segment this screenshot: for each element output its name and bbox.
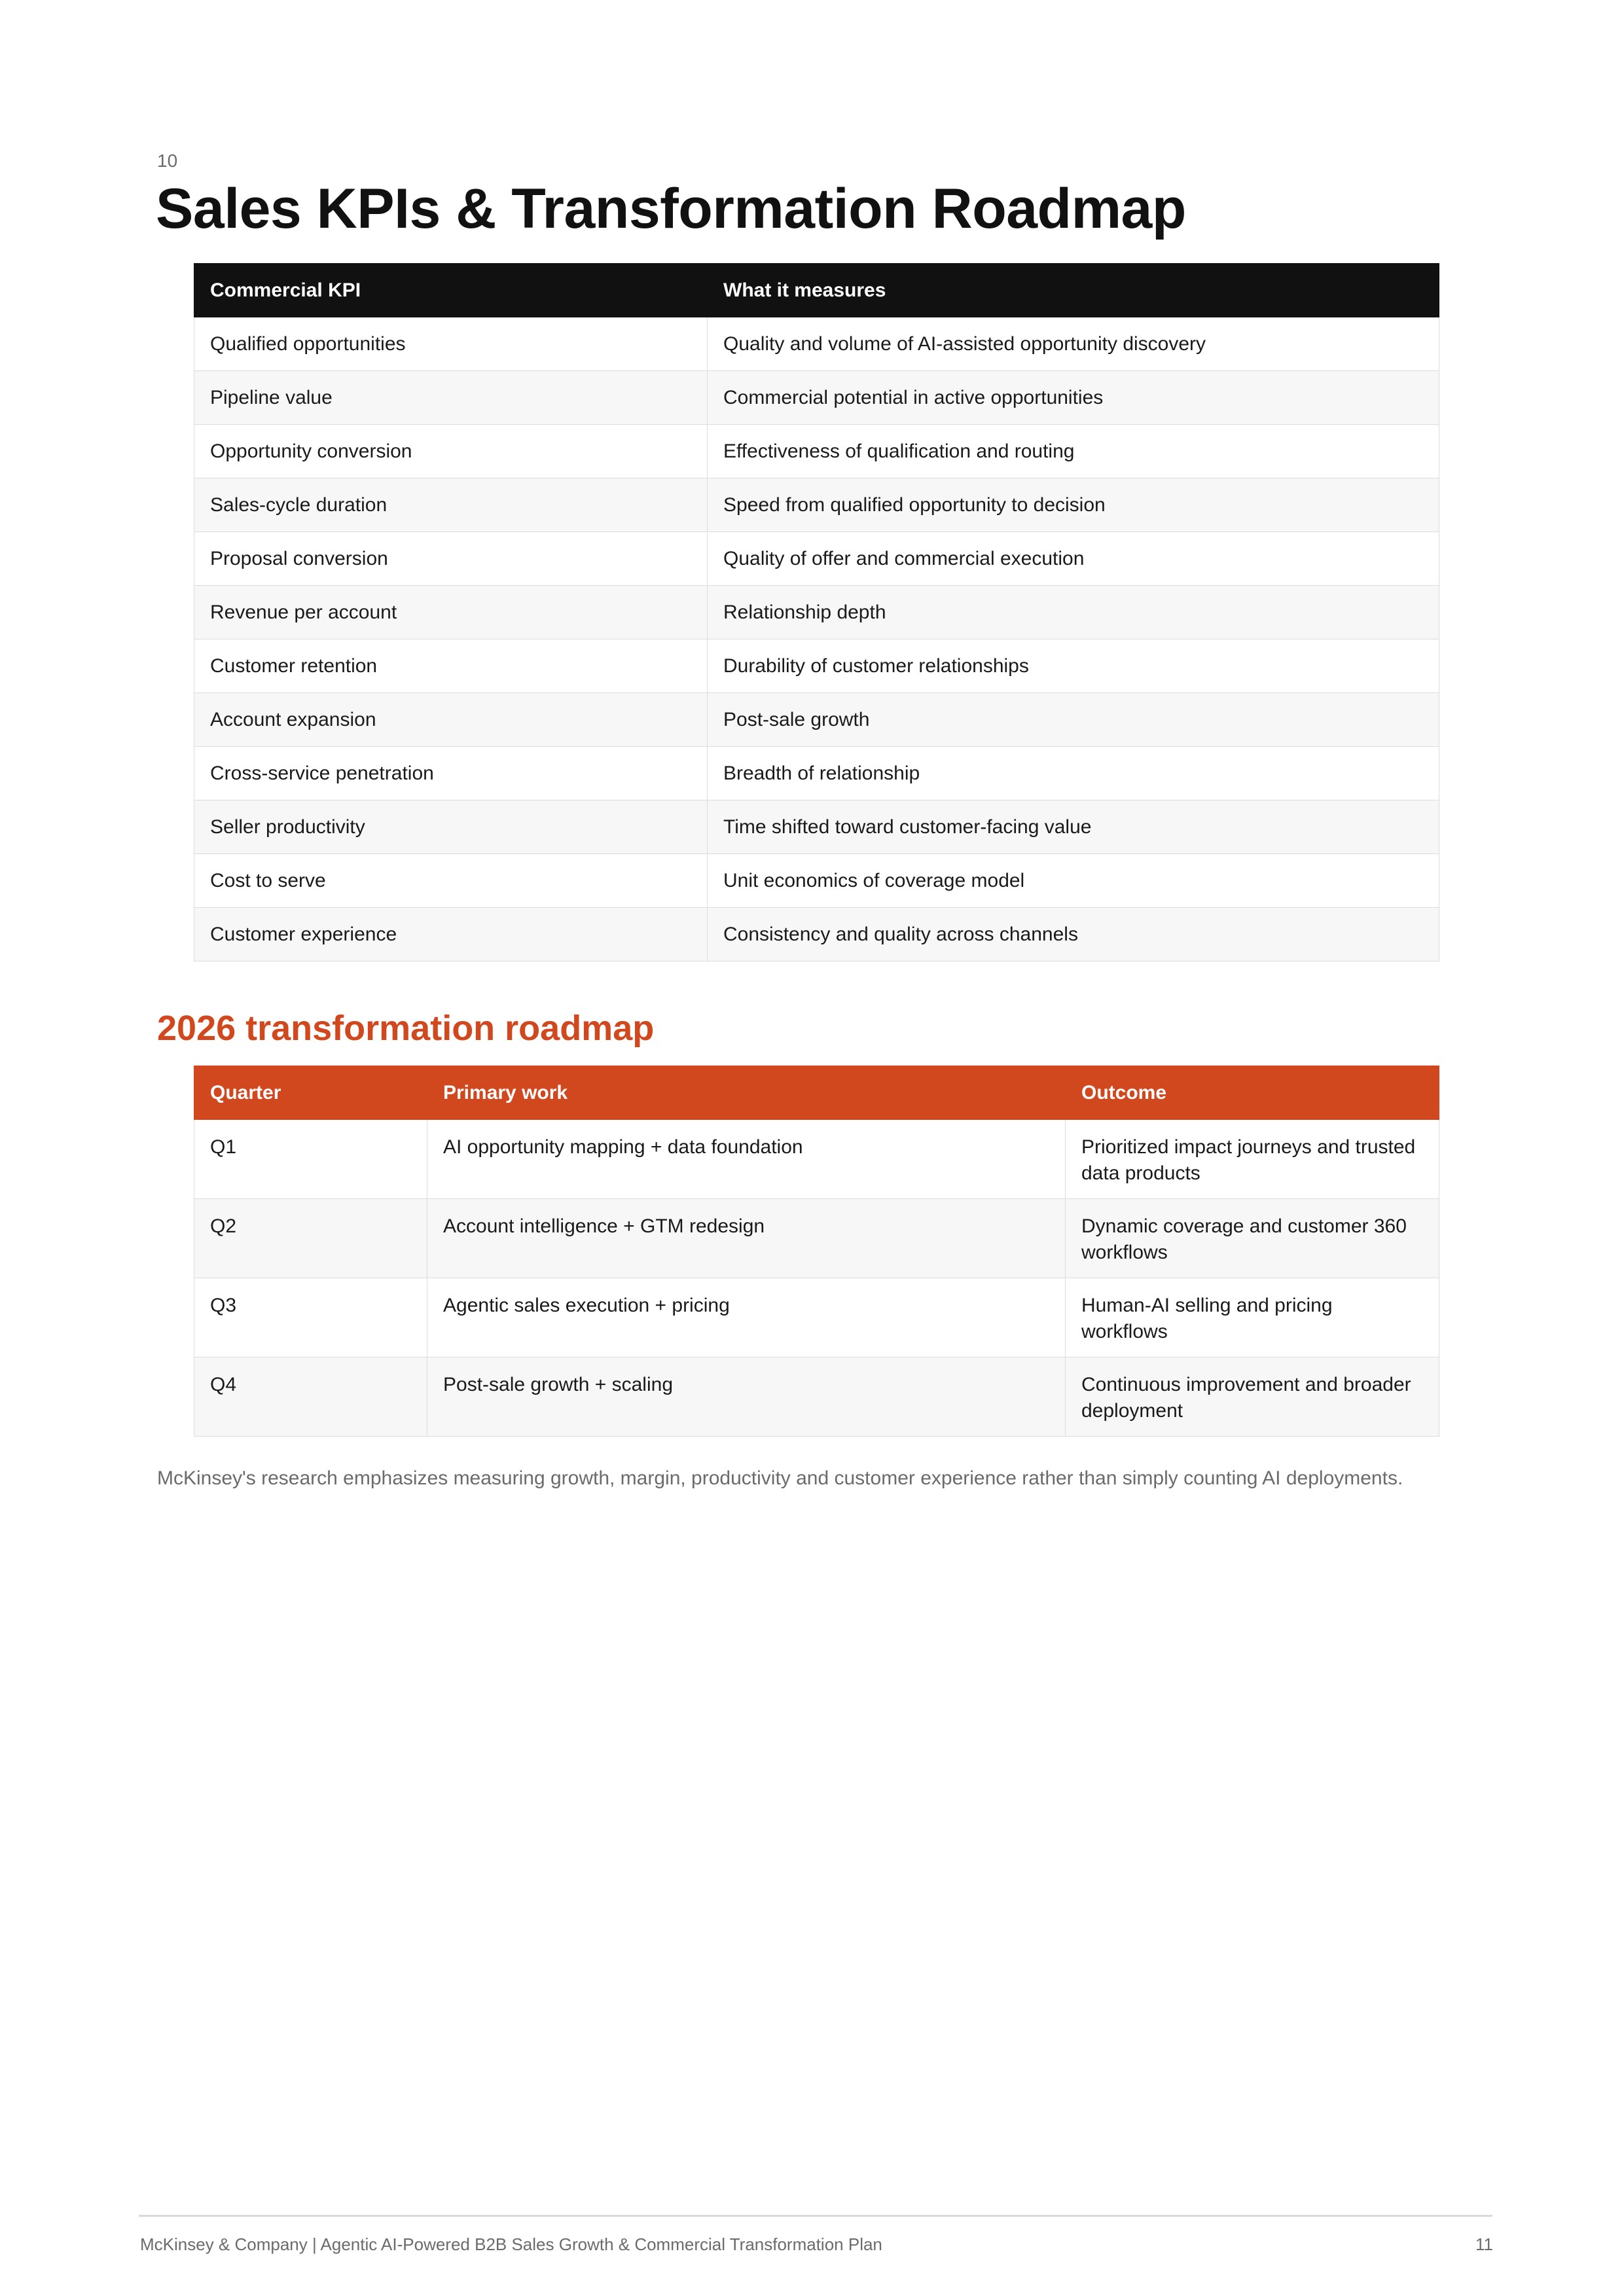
research-note: McKinsey's research emphasizes measuring growth, margin, productivity and customer experience rather than simply counting AI deployments. xyxy=(157,1467,1403,1489)
outcome-cell: Human-AI selling and pricing workflows xyxy=(1066,1278,1439,1357)
table-row xyxy=(194,908,1439,961)
measure-cell: Durability of customer relationships xyxy=(708,639,1439,693)
table-row xyxy=(194,1278,1439,1357)
kpi-cell: Seller productivity xyxy=(194,800,708,854)
table-row xyxy=(194,1357,1439,1437)
kpi-cell: Proposal conversion xyxy=(194,532,708,586)
quarter-cell: Q2 xyxy=(194,1199,427,1278)
kpi-cell: Pipeline value xyxy=(194,371,708,425)
measure-cell: Commercial potential in active opportunities xyxy=(708,371,1439,425)
outcome-cell: Prioritized impact journeys and trusted data products xyxy=(1066,1120,1439,1199)
table-row xyxy=(194,1199,1439,1278)
kpi-cell: Sales-cycle duration xyxy=(194,478,708,532)
table-row xyxy=(194,532,1439,586)
footer-page-number: 11 xyxy=(1475,2234,1493,2254)
table-row xyxy=(194,425,1439,478)
measure-cell: Relationship depth xyxy=(708,586,1439,639)
table-row xyxy=(194,371,1439,425)
table-row xyxy=(194,693,1439,747)
roadmap-table xyxy=(194,1066,1439,1437)
primary-work-column-header: Primary work xyxy=(427,1066,1066,1120)
measure-column-header: What it measures xyxy=(708,264,1439,317)
measure-cell: Unit economics of coverage model xyxy=(708,854,1439,908)
quarter-cell: Q4 xyxy=(194,1357,427,1437)
outcome-cell: Dynamic coverage and customer 360 workflows xyxy=(1066,1199,1439,1278)
roadmap-heading: 2026 transformation roadmap xyxy=(157,1009,655,1048)
table-row xyxy=(194,1120,1439,1199)
quarter-cell: Q3 xyxy=(194,1278,427,1357)
table-row xyxy=(194,586,1439,639)
measure-cell: Effectiveness of qualification and routing xyxy=(708,425,1439,478)
kpi-cell: Qualified opportunities xyxy=(194,317,708,371)
measure-cell: Quality of offer and commercial execution xyxy=(708,532,1439,586)
table-row xyxy=(194,747,1439,800)
kpi-column-header: Commercial KPI xyxy=(194,264,708,317)
footer-document-title: McKinsey & Company | Agentic AI-Powered B2B Sales Growth & Commercial Transformation Plan xyxy=(140,2234,882,2254)
kpi-cell: Account expansion xyxy=(194,693,708,747)
table-row xyxy=(194,854,1439,908)
measure-cell: Post-sale growth xyxy=(708,693,1439,747)
kpi-cell: Cross-service penetration xyxy=(194,747,708,800)
quarter-cell: Q1 xyxy=(194,1120,427,1199)
measure-cell: Time shifted toward customer-facing value xyxy=(708,800,1439,854)
outcome-cell: Continuous improvement and broader deployment xyxy=(1066,1357,1439,1437)
primary-work-cell: Agentic sales execution + pricing xyxy=(427,1278,1066,1357)
table-row xyxy=(194,478,1439,532)
primary-work-cell: AI opportunity mapping + data foundation xyxy=(427,1120,1066,1199)
primary-work-cell: Post-sale growth + scaling xyxy=(427,1357,1066,1437)
quarter-column-header: Quarter xyxy=(194,1066,427,1120)
kpi-cell: Customer experience xyxy=(194,908,708,961)
footer-divider xyxy=(139,2215,1492,2217)
kpi-cell: Cost to serve xyxy=(194,854,708,908)
section-number: 10 xyxy=(157,151,178,171)
outcome-column-header: Outcome xyxy=(1066,1066,1439,1120)
measure-cell: Speed from qualified opportunity to decision xyxy=(708,478,1439,532)
kpi-cell: Opportunity conversion xyxy=(194,425,708,478)
table-row xyxy=(194,800,1439,854)
measure-cell: Breadth of relationship xyxy=(708,747,1439,800)
page-title: Sales KPIs & Transformation Roadmap xyxy=(156,177,1186,240)
kpi-cell: Customer retention xyxy=(194,639,708,693)
kpi-cell: Revenue per account xyxy=(194,586,708,639)
table-row xyxy=(194,639,1439,693)
measure-cell: Consistency and quality across channels xyxy=(708,908,1439,961)
kpi-table-header-row xyxy=(194,264,1439,317)
measure-cell: Quality and volume of AI-assisted opportunity discovery xyxy=(708,317,1439,371)
kpi-table xyxy=(194,263,1439,961)
table-row xyxy=(194,317,1439,371)
roadmap-table-header-row xyxy=(194,1066,1439,1120)
primary-work-cell: Account intelligence + GTM redesign xyxy=(427,1199,1066,1278)
